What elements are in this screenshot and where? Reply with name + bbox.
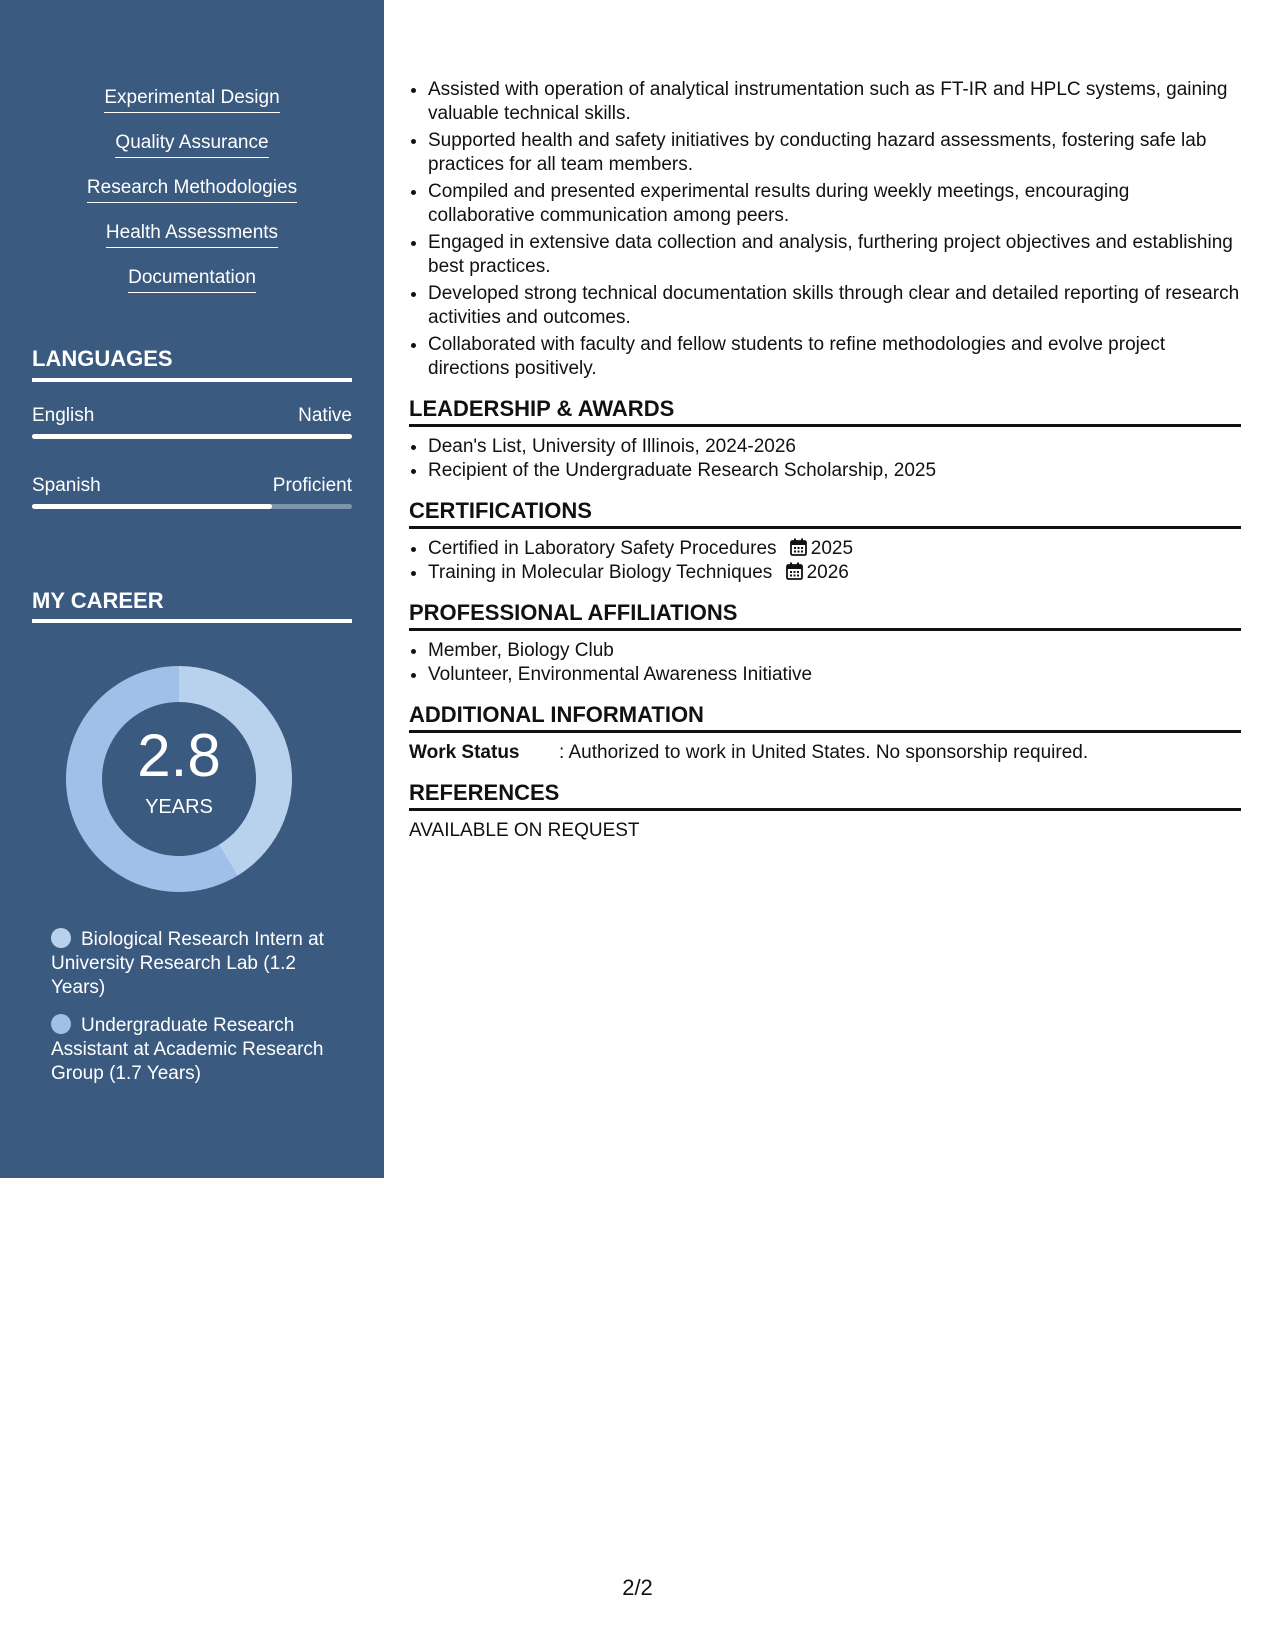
- experience-bullet: • Developed strong technical documentation skills through clear and detailed reporting of research activities and outcomes.: [428, 282, 1241, 330]
- sidebar: [0, 0, 384, 1178]
- affiliations-list: [409, 639, 1241, 687]
- language-name: English: [32, 405, 95, 426]
- languages-heading: LANGUAGES: [32, 346, 173, 371]
- language-level: Proficient: [272, 475, 352, 496]
- language-bar-spanish: [32, 504, 352, 509]
- skill-item[interactable]: Quality Assurance: [115, 131, 268, 158]
- certification-item: [428, 537, 1241, 561]
- languages-rule: [32, 378, 352, 382]
- page-number: 2/2: [622, 1575, 653, 1600]
- calendar-icon: [786, 562, 803, 580]
- affiliation-item: • Volunteer, Environmental Awareness Initiative: [428, 663, 1241, 687]
- affiliations-heading: PROFESSIONAL AFFILIATIONS: [409, 599, 1241, 631]
- skills-list: [0, 86, 384, 311]
- certification-year: 2025: [810, 538, 854, 559]
- affiliation-item: • Member, Biology Club: [428, 639, 1241, 663]
- legend-dot-icon: [51, 1014, 71, 1034]
- references-heading: REFERENCES: [409, 779, 1241, 811]
- leadership-item: • Dean's List, University of Illinois, 2024-2026: [428, 435, 1241, 459]
- additional-info-heading: ADDITIONAL INFORMATION: [409, 701, 1241, 733]
- experience-bullet: • Compiled and presented experimental results during weekly meetings, encouraging collaborative communication among peers.: [428, 180, 1241, 228]
- certification-name: Training in Molecular Biology Techniques: [428, 562, 773, 583]
- career-total-years: 2.8: [137, 722, 221, 789]
- certification-year: 2026: [806, 562, 849, 583]
- experience-bullet: • Supported health and safety initiatives by conducting hazard assessments, fostering safe lab practices for all team members.: [428, 129, 1241, 177]
- skill-item[interactable]: Research Methodologies: [87, 176, 297, 203]
- career-legend-text: Undergraduate Research Assistant at Academic Research Group (1.7 Years): [51, 1015, 324, 1084]
- certifications-heading: CERTIFICATIONS: [409, 497, 1241, 529]
- language-bar-fill: [32, 504, 272, 509]
- certification-item: [428, 561, 1241, 585]
- skill-item[interactable]: Documentation: [128, 266, 256, 293]
- experience-bullet: • Engaged in extensive data collection and analysis, furthering project objectives and establishing best practices.: [428, 231, 1241, 279]
- language-name: Spanish: [32, 475, 101, 496]
- leadership-item: • Recipient of the Undergraduate Research Scholarship, 2025: [428, 459, 1241, 483]
- career-legend-item: [51, 928, 341, 1000]
- language-bar-fill: [32, 434, 352, 439]
- skill-item[interactable]: Health Assessments: [106, 221, 278, 248]
- career-unit-label: YEARS: [145, 796, 213, 818]
- references-text: AVAILABLE ON REQUEST: [409, 820, 640, 841]
- career-legend-item: [51, 1014, 341, 1086]
- language-row-english: [32, 404, 352, 428]
- certification-name: Certified in Laboratory Safety Procedures: [428, 538, 777, 559]
- language-row-spanish: [32, 474, 352, 498]
- language-bar-english: [32, 434, 352, 439]
- main-content: [409, 78, 1241, 843]
- experience-bullet: • Assisted with operation of analytical instrumentation such as FT-IR and HPLC systems, gaining valuable technical skills.: [428, 78, 1241, 126]
- experience-bullet: • Collaborated with faculty and fellow students to refine methodologies and evolve project directions positively.: [428, 333, 1241, 381]
- career-heading: MY CAREER: [32, 588, 164, 613]
- language-level: Native: [298, 405, 352, 426]
- leadership-heading: LEADERSHIP & AWARDS: [409, 395, 1241, 427]
- career-legend-text: Biological Research Intern at University Research Lab (1.2 Years): [51, 929, 324, 998]
- work-status-value: : Authorized to work in United States. No sponsorship required.: [559, 742, 1089, 763]
- calendar-icon: [790, 538, 807, 556]
- career-donut-chart: [66, 666, 292, 892]
- skill-item[interactable]: Experimental Design: [104, 86, 279, 113]
- leadership-list: [409, 435, 1241, 483]
- work-status-row: [409, 741, 1241, 765]
- experience-bullets: [409, 78, 1241, 381]
- career-rule: [32, 619, 352, 623]
- legend-dot-icon: [51, 928, 71, 948]
- certifications-list: [409, 537, 1241, 585]
- work-status-label: Work Status: [409, 742, 520, 763]
